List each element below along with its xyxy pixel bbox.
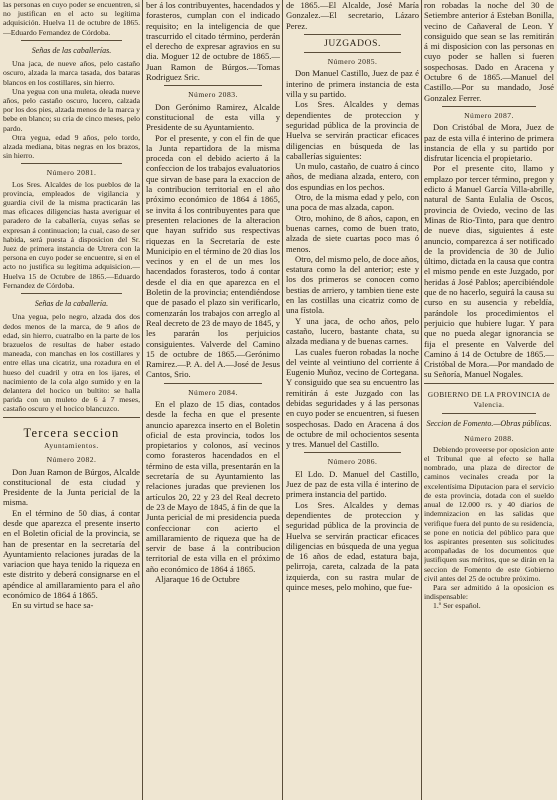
paragraph: Don Cristóbal de Mora, Juez de paz de esta villa é interino de primera instancia de ella y su partido por disfrutar licencia el propietario. [424,122,554,164]
paragraph: Las cuales fueron robadas la noche del veinte al veintiuno del corriente á Eugenio Muñoz, vecino de Cortegana. Y consiguido que sea su encuentro las remitirán á este Juzgado con las debidas seguridades y á las personas en cuyo poder se encuentren, si fuesen sospechosas. Dado en Aracena á dos de octubre de mil ochocientos sesenta y tres. Manuel del Castillo. [286,346,419,450]
paragraph: Una yegua con una muleta, oleada nueve años, pelo castaño oscuro, lucero, calzada por los dos pies, alzada menos de la marca y bebe en blanco; su cria de cinco meses, pelo pardo. [3,86,140,133]
subtitle-senas-caballeria: Señas de la caballería. [34,299,109,309]
paragraph: Un mulo, castaño, de cuatro á cinco años, de mediana alzada, entero, con dos espundias en los pechos. [286,161,419,192]
divider [442,413,536,414]
subtitle-fomento: Seccion de Fomento.—Obras públicas. [426,419,552,429]
paragraph: Por el presente cito, llamo y emplazo por tercer término, pregon y edicto á Manuel García Villa-abrille, natural de Santa Eulalia de Oscos, provincia de Oviedo, vecino de las Minas de Rio-Tinto, para que dentro de nueve dias, siguientes á este anuncio, comparezca á ser notificado de la providencia de 30 de Julio último, dictada en la causa que contra el mismo pende en este Juzgado, por heridas á José Pablos; apercibiéndole que de no hacerlo, seguirá la causa su curso en su ausencia y rebeldía, parándole los procedimientos el perjuicio que hubiere lugar. Y para que no pueda alegar ignorancia se fija el presente en Valverde del Camino á 14 de Octubre de 1865.—Cristóbal de Mora.—Por mandado de su Señoría, Manuel Nogales. [424,163,554,380]
notice-number: Número 2086. [327,457,378,467]
divider [164,383,262,384]
divider [304,34,401,35]
column-rule [421,0,422,800]
divider [21,40,122,41]
paragraph: Para ser admitido á la oposicion es indispensable: [424,582,554,602]
notice-number: Número 2085. [327,57,378,67]
paragraph: Don Manuel Castillo, Juez de paz é interino de primera instancia de esta villa y su partido. [286,68,419,100]
column-3 [286,0,419,800]
column-rule [282,0,283,800]
paragraph: Debiendo proveerse por oposicion ante el Tribunal que al efecto se halla nombrado, una plaza de director de caminos vecinales creada por la excelentísima Diputacion para el servicio de esta provincia, dotada con el sueldo anual de 12.000 rs. y 40 diarios de indemnizacion en las salidas que verifique fuera del punto de su residencia, se pone en noticia del público para que los aspirantes presenten sus solicitudes acompañadas de los documentos que justifiquen sus méritos, que se dirán en la seccion de Fomento de este Gobierno civil antes del 25 de octubre próximo. [424,444,554,583]
paragraph: Otro, de la misma edad y pelo, con una poca de mas alzada, capon. [286,192,419,213]
divider [304,452,401,453]
paragraph: Otro, del mismo pelo, de doce años, estatura como la del anterior; este y los dos primeros se conocen como bestias de arriero, y tambien tiene este en las costillas una cicatriz como de una fístola. [286,253,419,316]
subsection-heading: Ayuntamientos. [44,440,99,450]
notice-number: Número 2088. [464,433,514,443]
section-heading: Tercera seccion [23,425,120,440]
column-2 [146,0,280,800]
paragraph: En su virtud se hace sa- [12,600,94,611]
paragraph: Don Juan Ramon de Búrgos, Alcalde constitucional de esta ciudad y Presidente de la Junta pericial de la misma. [3,466,140,508]
divider [424,383,554,384]
divider [442,106,536,107]
divider [164,85,262,86]
paragraph: Los Sres. Alcaldes de los pueblos de la provincia, empleados de vigilancia y guardia civil de la misma practicarán las mas eficaces diligencias hasta averiguar el paradero de la caballería, cuyas señas se expresan á continuacion; la cual, caso de ser habida, será puesta á disposicion del Sr. Juez de primera instancia de Utrera con la persona en cuyo poder se encuentre, si en el acto no justifica su legítima adquisicion.—Huelva 15 de Octubre de 1865.—Eduardo Fernandez de Córdoba. [3,179,140,290]
notice-number: Número 2083. [188,90,238,100]
divider [21,163,122,164]
paragraph: El Ldo. D. Manuel del Castillo, Juez de paz de esta villa é interino de primera instancia del partido. [286,468,419,500]
paragraph: En el término de 50 dias, á contar desde que aparezca el presente inserto en el Boletin oficial de la provincia, se han de presentar en la secretaría del Ayuntamiento relaciones juradas de la variacion que haya tenido la riqueza en este distrito y deberá consignarse en el apéndice al amillaramiento para el año económico de 1864 á 1865. [3,507,140,601]
paragraph: Una jaca, de nueve años, pelo castaño oscuro, alzada la marca tasada, dos bataras blancos en los costillares, sin hierro. [3,59,140,87]
paragraph: ron robadas la noche del 30 de Setiembre anterior á Esteban Bonilla, vecino de Cañaveral de Leon. Y consiguido que sean se las remitirán á mi disposicion con las personas en cuyo poder se hallen si fueren sospechosas. Dado en Aracena y Octubre 6 de 1865.—Manuel del Castillo.—Por su mandado, José Gonzalez Ferrer. [424,0,554,103]
section-heading-juzgados: JUZGADOS. [324,38,381,49]
notice-number: Número 2081. [46,168,97,178]
column-rule [142,0,143,800]
notice-number: Número 2084. [188,387,238,397]
paragraph: Don Gerónimo Ramirez, Alcalde constitucional de esta villa y Presidente de su Ayuntamiento. [146,101,280,133]
paragraph: 1.º Ser español. [433,601,481,611]
paragraph: Los Sres. Alcaldes y demas dependientes de proteccion y seguridad pública de la provincia de Huelva se servirán practicar eficaces diligencias en búsqueda de las caballerías siguientes: [286,99,419,161]
paragraph: las personas en cuyo poder se encuentren, si no justifican en el acto su legítima adquisición. Huelva 11 de octubre de 1865.—Eduardo Fernandez de Córdoba. [3,0,140,37]
paragraph: En el plazo de 15 dias, contados desde la fecha en que el presente anuncio aparezca inserto en el Boletin oficial de esta provincia, todos los propietarios y colonos, así vecinos como forasteros hacendados en el término de esta villa, presentarán en la secretaría de su Ayuntamiento las relaciones juradas que previenen los artículos 20, 22 y 23 del Real decreto de 23 de Mayo de 1845, á fin de que la Junta pericial de mi presidencia pueda confeccionar con acierto el amillaramiento de riqueza que ha de servir de base á la contribucion territorial de esta villa en el próximo año económico de 1864 á 1865. [146,398,280,574]
paragraph: ber á los contribuyentes, hacendados y forasteros, cumplan con el indicado requisito; en la inteligencia de que trascurrido el citado término, perderán el derecho de expresar agravios en su dia. Moguer 12 de octubre de 1865.—Juan Ramon de Búrgos.—Tomas Rodriguez Sric. [146,0,280,83]
section-heading-gobierno: GOBIERNO DE LA PROVINCIA de Valencia. [427,389,551,409]
subtitle-senas-caballerias: Señas de las caballerías. [31,45,112,55]
divider [3,417,140,418]
paragraph: Otro, mohino, de 8 años, capon, en buenas carnes, como de buen trato, alzada de siete cuartas poco mas ó menos. [286,212,419,254]
column-4 [424,0,554,800]
column-1 [3,0,140,800]
paragraph: Los Sres. Alcaldes y demas dependientes de proteccion y seguridad pública de la provincia de Huelva se servirán practicar eficaces diligencias en búsqueda de una yegua de 16 años de edad, estatura baja, pelirroja, careta, calzada de la pata izquierda, con su rastra mular de quince meses, pelo mohino, que fue- [286,499,419,593]
paragraph: Por el presente, y con el fin de que la Junta repartidora de la misma proceda con el debido acierto á la confeccion de los trabajos evaluatorios que sirvan de base para la exaccion de la contribucion territorial en el año próximo económico de 1864 á 1865, se invita á los contribuyentes para que presenten relaciones de la alteracion que hayan sufrido sus respectivas riquezas en la Secretaría de este Municipio en el término de 20 dias los vecinos y en el de un mes los hacendados forasteros, todo á contar desde el dia en que aparezca en el Boletin de la provincia; entendiéndose que de pasado el plazo sin verificarlo, comenzarán los trabajos con arreglo al Real decreto de 23 de mayo de 1845, y les pararán los perjuicios consiguientes. Valverde del Camino 15 de octubre de 1865.—Gerónimo Ramirez.—P. A. del A.—José de Jesus Cantos, Srio. [146,132,280,380]
notice-number: Número 2087. [464,110,514,120]
divider [21,293,122,294]
paragraph: Otra yegua, edad 9 años, pelo tordo, alzada mediana, bitas negras en los brazos, sin hierro. [3,132,140,161]
paragraph: Una yegua, pelo negro, alzada dos dos dedos menos de la marca, de 9 años de edad, sin hierro, cuatralbo en la parte de los brazuelos de resultas de haber estado maneada, con manchas en los costillares y entre ellas una cicatriz, una rozadura en el hueso del cuadril y otra en los ijares, el nacimiento de la cola algo sumido y en la delantera del hocico un bultito: se halla parida con un muleto de 6 á 7 meses, castaño oscuro y el hocico blancuzco. [3,312,140,414]
paragraph: Y una jaca, de ocho años, pelo castaño, lucero, bastante chata, su alzada mediana y de buenas carnes. [286,315,419,347]
divider [304,52,401,53]
paragraph: de 1865.—El Alcalde, José María Gonzalez.—El secretario, Lázaro Perez. [286,0,419,31]
paragraph: Aljaraque 16 de Octubre [155,574,240,585]
notice-number: Número 2082. [46,455,97,465]
